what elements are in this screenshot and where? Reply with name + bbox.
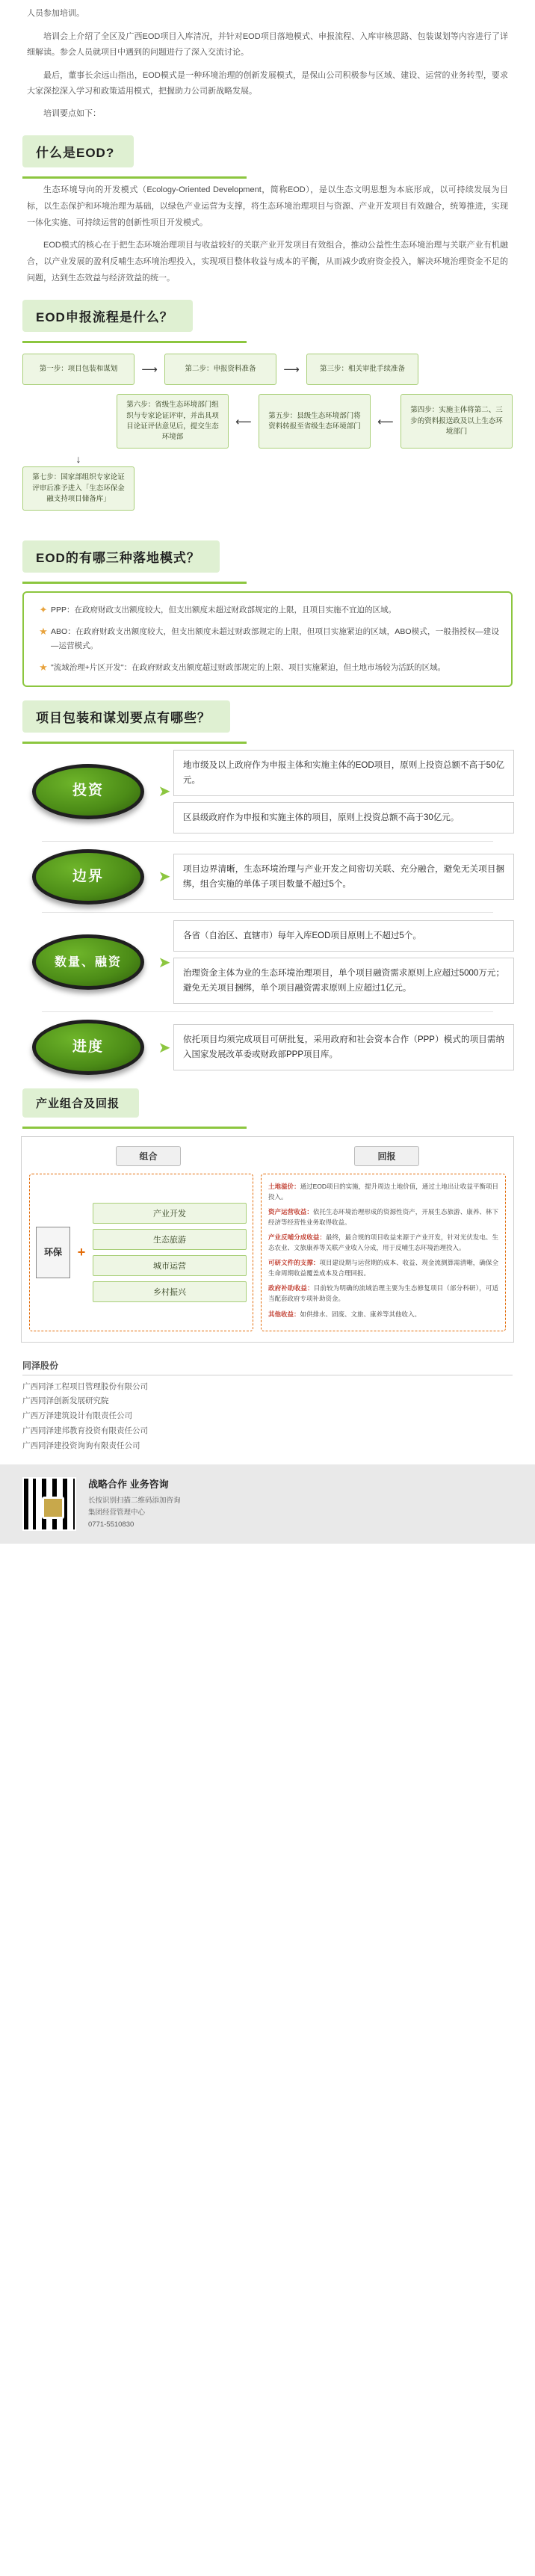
combo-diagram bbox=[21, 1136, 514, 1342]
package-oval-label: 进度 bbox=[32, 1020, 144, 1075]
brand-name: 同泽股份 bbox=[22, 1359, 513, 1375]
industry-item: 产业开发 bbox=[93, 1203, 247, 1224]
intro-paragraph-2: 最后，董事长余远山指出，EOD模式是一种环境治理的创新发展模式，是保山公司积极参与区域、建设、运营的业务转型，要求大家深挖深入学习和政策适用模式，把握助力公司新战略发展。 bbox=[27, 70, 508, 96]
flow-step-4: 第四步：实施主体将第二、三步的资料报送政及以上生态环境部门 bbox=[401, 394, 513, 449]
arrow-left-icon: ⟵ bbox=[377, 415, 394, 428]
contact-band bbox=[0, 1464, 535, 1543]
panel-group bbox=[173, 750, 514, 833]
contact-text-block bbox=[88, 1476, 513, 1531]
arrow-right-icon: ⟶ bbox=[141, 363, 158, 377]
company-list bbox=[22, 1380, 513, 1455]
return-text: 最终，最合规的项目收益来源于产业开发，针对光伏发电、生态农业、文旅康养等关联产业收入分成，用于反哺生态环境治理投入。 bbox=[268, 1233, 498, 1252]
intro-note: 培训要点如下： bbox=[43, 109, 101, 119]
package-panel: 治理资金主体为业的生态环境治理项目，单个项目融资需求原则上应超过5000万元；避免无关项目捆绑，单个项目融资需求原则上应超过1亿元。 bbox=[173, 958, 514, 1004]
divider bbox=[42, 912, 493, 913]
company-item: 广西同泽工程项目管理股份有限公司 bbox=[22, 1381, 148, 1391]
flow-step-5: 第五步：县级生态环境部门将资料转报至省级生态环境部门 bbox=[259, 394, 371, 449]
star-icon: ★ bbox=[39, 662, 48, 674]
package-diagram bbox=[0, 744, 535, 1076]
arrow-right-icon: ➤ bbox=[158, 1039, 171, 1056]
contact-line: 集团经营管理中心 bbox=[88, 1509, 146, 1517]
intro-paragraph-1: 培训会上介绍了全区及广西EOD项目入库清况，并针对EOD项目落地模式、申报流程、入库审核思路、包装谋划等内容进行了详细解读。参会人员就项目中遇到的问题进行了深入交流讨论。 bbox=[27, 31, 508, 57]
return-text: 通过EOD项目的实施，提升周边土地价值，通过土地出让收益平衡项目投入。 bbox=[268, 1183, 498, 1201]
section-heading-combo bbox=[0, 1088, 535, 1118]
modes-list bbox=[22, 591, 513, 687]
intro-line-0: 人员参加培训。 bbox=[27, 9, 84, 18]
package-panel: 依托项目均须完成项目可研批复，采用政府和社会资本合作（PPP）模式的项目需纳入国家发展改革委或财政部PPP项目库。 bbox=[173, 1024, 514, 1070]
heading-pill: EOD申报流程是什么？ bbox=[22, 300, 193, 332]
mode-item bbox=[36, 603, 499, 617]
industry-item: 乡村振兴 bbox=[93, 1281, 247, 1302]
contact-phone[interactable]: 0771-5510830 bbox=[88, 1520, 134, 1529]
flow-step-1: 第一步：项目包装和谋划 bbox=[22, 354, 134, 385]
return-head: 资产运营收益： bbox=[268, 1208, 313, 1216]
flow-step-3: 第三步：相关审批手续准备 bbox=[306, 354, 418, 385]
flow-step-7: 第七步：国家部组织专家论证评审后准予进入「生态环保金融支持项目储备库」 bbox=[22, 466, 134, 511]
combo-tab-left: 组合 bbox=[116, 1146, 180, 1166]
package-panel: 地市级及以上政府作为申报主体和实施主体的EOD项目，原则上投资总额不高于50亿元。 bbox=[173, 750, 514, 796]
flow-diagram bbox=[0, 343, 535, 527]
industry-item: 生态旅游 bbox=[93, 1229, 247, 1250]
arrow-right-icon: ➤ bbox=[158, 869, 171, 886]
mode-text: PPP：在政府财政支出额度较大，但支出额度未超过财政部规定的上限，且项目实施不宜迫的区域。 bbox=[51, 606, 397, 615]
flow-step-2: 第二步：申报资料准备 bbox=[164, 354, 276, 385]
mode-text: ABO：在政府财政支出额度较大，但支出额度未超过财政部规定的上限，但项目实施紧迫的区域，ABO模式，一般指授权—建设—运营模式。 bbox=[51, 627, 499, 650]
return-item bbox=[268, 1232, 498, 1253]
package-panel: 各省（自治区、直辖市）每年入库EOD项目原则上不超过5个。 bbox=[173, 920, 514, 952]
diamond-icon: ✦ bbox=[39, 604, 48, 616]
flow-step-6: 第六步：省级生态环境部门组织与专家论证评审，并出具项目论证评估意见后，提交生态环境部 bbox=[117, 394, 229, 449]
divider bbox=[42, 1011, 493, 1012]
return-text: 如供排水、固废、文旅、康养等其他收入。 bbox=[300, 1310, 421, 1318]
combo-tab-right: 回报 bbox=[354, 1146, 418, 1166]
package-oval-label: 边界 bbox=[32, 849, 144, 905]
heading-underline bbox=[22, 582, 247, 584]
package-oval-label: 投资 bbox=[32, 764, 144, 819]
return-text: 项目建设期与运营期的成本、收益、现金流测算需清晰，确保全生命周期收益覆盖成本及合理回报。 bbox=[268, 1259, 498, 1278]
panel-group bbox=[173, 854, 514, 900]
section-heading-what-is-eod bbox=[0, 135, 535, 167]
return-head: 其他收益： bbox=[268, 1310, 300, 1318]
return-text: 目前较为明确的流域治理主要为生态修复项目（部分科研），可适当配套政府专项补助资金。 bbox=[268, 1284, 498, 1303]
combo-right-panel bbox=[261, 1174, 506, 1331]
package-group-progress bbox=[21, 1020, 514, 1075]
contact-title: 战略合作 业务咨询 bbox=[88, 1479, 169, 1491]
return-head: 产业反哺分成收益： bbox=[268, 1233, 327, 1242]
company-item: 广西同泽建投资询询有限责任公司 bbox=[22, 1441, 140, 1451]
heading-pill: 产业组合及回报 bbox=[22, 1088, 139, 1118]
qr-code-icon[interactable] bbox=[22, 1477, 76, 1531]
arrow-right-icon: ⟶ bbox=[283, 363, 300, 377]
package-group-boundary bbox=[21, 849, 514, 905]
what-is-eod-p1: 生态环境导向的开发模式（Ecology-Oriented Development，简称EOD），是以生态文明思想为本底形成，以可持续发展为目标，以生态保护和环境治理为基础，以绿色产业运营为支撑，将生态环境治理项目与资源、产业开发项目有效融合，统筹推进，实现一体化实施、可持续运营的创新性项目开发模式。 bbox=[27, 185, 508, 228]
return-head: 可研文件的支撑： bbox=[268, 1259, 320, 1267]
what-is-eod-body bbox=[0, 179, 535, 286]
env-box-label: 环保 bbox=[36, 1227, 70, 1278]
flow-row-1 bbox=[22, 354, 513, 385]
package-oval-label: 数量、融资 bbox=[32, 934, 144, 990]
oval-wrap bbox=[21, 849, 155, 905]
plus-icon: + bbox=[77, 1244, 86, 1260]
arrow-left-icon: ⟵ bbox=[235, 415, 252, 428]
industry-item: 城市运营 bbox=[93, 1255, 247, 1276]
section-heading-flow bbox=[0, 300, 535, 332]
return-head: 政府补助收益： bbox=[268, 1284, 314, 1292]
return-item bbox=[268, 1309, 498, 1319]
industry-list bbox=[93, 1203, 247, 1302]
contact-line: 长按识别扫描二维码添加咨询 bbox=[88, 1497, 181, 1506]
return-text: 依托生态环境治理形成的资源性资产，开展生态旅游、康养、林下经济等经营性业务取得收益。 bbox=[268, 1208, 498, 1227]
return-head: 土地溢价： bbox=[268, 1183, 300, 1191]
section-heading-modes bbox=[0, 540, 535, 573]
combo-tab-row bbox=[29, 1146, 506, 1166]
return-item bbox=[268, 1283, 498, 1304]
oval-wrap bbox=[21, 764, 155, 819]
mode-item bbox=[36, 625, 499, 653]
return-item bbox=[268, 1257, 498, 1278]
footer-brand-block bbox=[22, 1359, 513, 1455]
mode-item bbox=[36, 661, 499, 674]
divider bbox=[42, 841, 493, 842]
arrow-right-icon: ➤ bbox=[158, 954, 171, 971]
package-group-quantity bbox=[21, 920, 514, 1004]
intro-block bbox=[0, 0, 535, 122]
package-panel: 项目边界清晰，生态环境治理与产业开发之间密切关联、充分融合，避免无关项目捆绑，组合实施的单体子项目数量不超过5个。 bbox=[173, 854, 514, 900]
flow-row-3 bbox=[22, 466, 513, 511]
heading-pill: 项目包装和谋划要点有哪些？ bbox=[22, 700, 230, 733]
panel-group bbox=[173, 1024, 514, 1070]
oval-wrap bbox=[21, 934, 155, 990]
package-group-invest bbox=[21, 750, 514, 833]
star-icon: ★ bbox=[39, 626, 48, 638]
return-item bbox=[268, 1181, 498, 1202]
return-item bbox=[268, 1207, 498, 1227]
arrow-down-icon: ↓ bbox=[75, 453, 81, 466]
mode-text: "流域治理+片区开发"：在政府财政支出额度超过财政部规定的上限、项目实施紧迫，但土地市场较为活跃的区域。 bbox=[51, 663, 446, 673]
flow-row-2 bbox=[22, 394, 513, 449]
heading-pill: 什么是EOD? bbox=[22, 135, 134, 167]
company-item: 广西万泽建筑设计有限责任公司 bbox=[22, 1411, 132, 1421]
package-panel: 区县级政府作为申报和实施主体的项目，原则上投资总额不高于30亿元。 bbox=[173, 802, 514, 833]
company-item: 广西同泽建邦教育投资有限责任公司 bbox=[22, 1426, 148, 1436]
combo-left-panel bbox=[29, 1174, 253, 1331]
company-item: 广西同泽创新发展研究院 bbox=[22, 1396, 109, 1406]
heading-pill: EOD的有哪三种落地模式？ bbox=[22, 540, 220, 573]
section-heading-package bbox=[0, 700, 535, 733]
combo-body bbox=[29, 1174, 506, 1331]
oval-wrap bbox=[21, 1020, 155, 1075]
heading-underline bbox=[22, 1127, 247, 1129]
what-is-eod-p2: EOD模式的核心在于把生态环境治理项目与收益较好的关联产业开发项目有效组合，推动公益性生态环境治理与关联产业有机融合，以产业发展的盈利反哺生态环境治理投入，实现项目整体收益与成本的平衡，从而减少政府资金投入，解决环境治理资金不足的问题，达到生态效益与经济效益的统一。 bbox=[27, 241, 508, 283]
panel-group bbox=[173, 920, 514, 1004]
arrow-right-icon: ➤ bbox=[158, 783, 171, 801]
